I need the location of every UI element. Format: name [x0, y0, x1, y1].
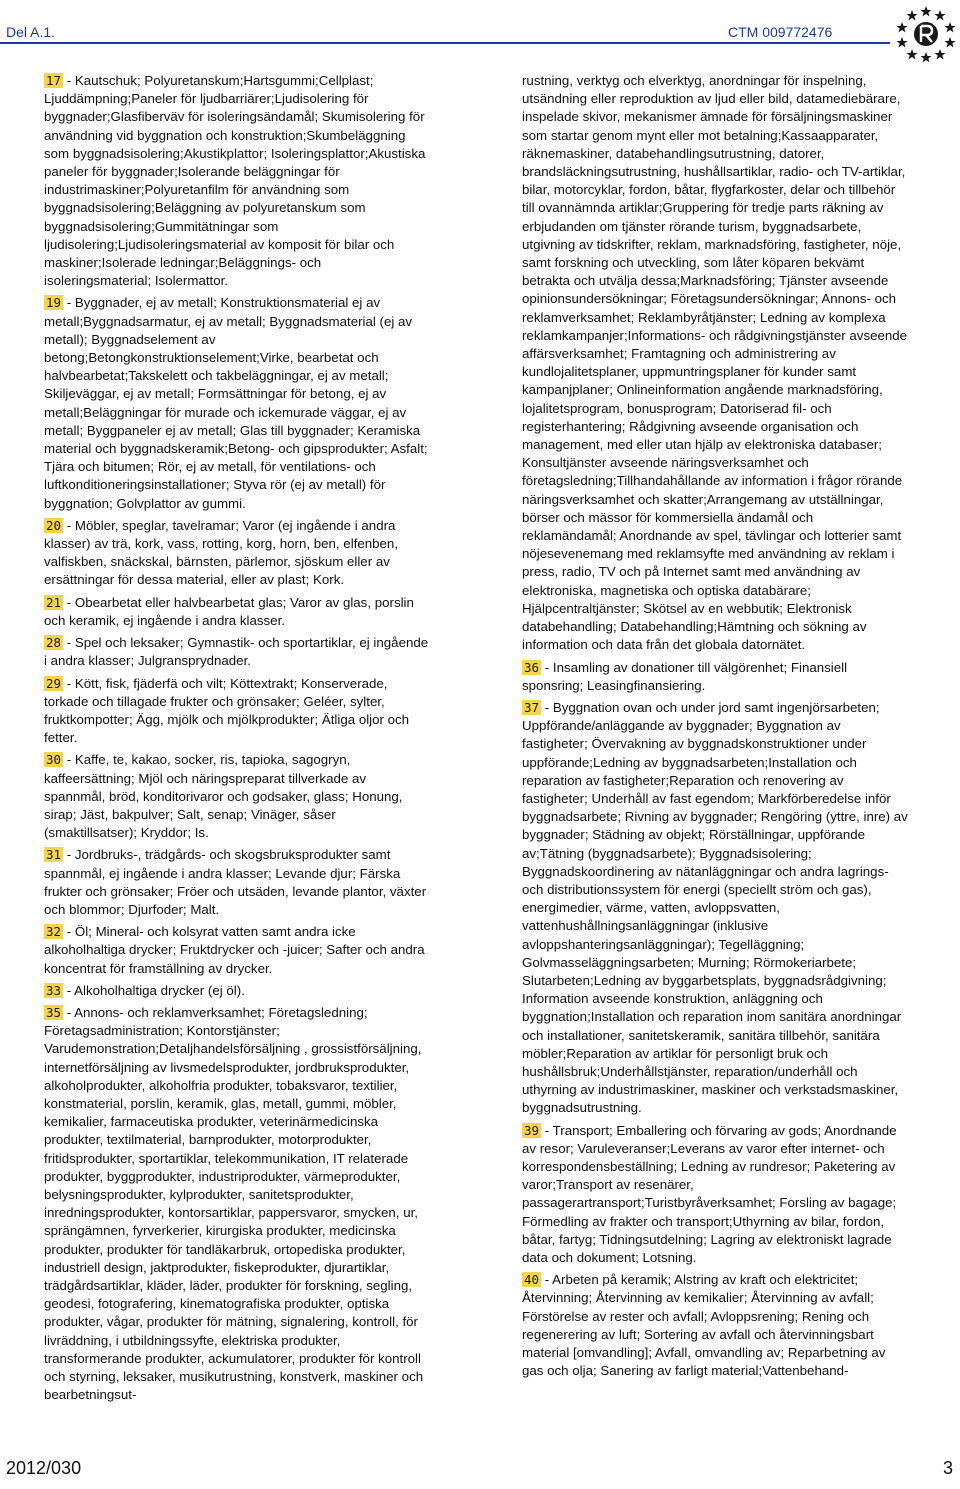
class-description: - Transport; Emballering och förvaring av gods; Anordnande av resor; Varuleveranser;Leverans av varor efter internet- och korrespondensbeställning; Ledning av rundresor; Paketering av varor;Transport av resenärer, passagerartransport;Turistbyråverksamhet; Forsling av bagage; Förmedling av frakter och transport;Uthyrning av bilar, fordon, båtar, fartyg; Tidningsutdelning; Lagring av elektroniskt lagrade data och dokument; Lotsning.	[522, 1122, 897, 1265]
class-number-badge: 35	[46, 1004, 62, 1020]
class-entry	[522, 1271, 908, 1380]
document-id: CTM 009772476	[728, 24, 833, 40]
issue-number: 2012/030	[6, 1458, 82, 1478]
class-description: - Annons- och reklamverksamhet; Företagsledning; Företagsadministration; Kontorstjänster; Varudemonstration;Detaljhandelsförsäljning , grossistförsäljning, internetförsäljning av livsmedelsprodukter, jordbruksprodukter, alkoholprodukter, alkoholfria produkter, tobaksvaror, textilier, konstmaterial, porslin, keramik, glas, metall, gummi, möbler, kemikalier, farmaceutiska produkter, veterinärmedicinska produkter, textilmaterial, barnprodukter, motorprodukter, fritidsprodukter, sportartiklar, telekommunikation, IT relaterade produkter, byggprodukter, industriprodukter, värmeprodukter, belysningsprodukter, kylprodukter, sanitetsprodukter, inredningsprodukter, kontorsartiklar, pappersvaror, smycken, ur, sprängämnen, fyrverkerier, kirurgiska produkter, medicinska produkter, produkter för tandläkarbruk, ortopediska produkter, industriell design, jaktprodukter, fiskeprodukter, djurartiklar, trädgårdsartiklar, kläder, läder, produkter för forskning, segling, geodesi, fotografering, kinematografiska produkter, optiska produkter, vågar, produkter för mätning, signalering, kontroll, för livräddning, i utbildningssyfte, elektriska produkter, transformerande produkter, ackumulatorer, produkter för kontroll och styrning, leksaker, musikutrustning, konstverk, maskiner och bearbetningsut-	[44, 1004, 424, 1403]
class-description: - Spel och leksaker; Gymnastik- och sportartiklar, ej ingående i andra klasser; Julgransprydnader.	[44, 635, 429, 669]
class-entry	[44, 517, 431, 590]
class-number-badge: 17	[46, 73, 62, 88]
class-number-badge: 36	[524, 659, 540, 675]
class-description: - Kaffe, te, kakao, socker, ris, tapioka, sagogryn, kaffeersättning; Mjöl och näringspreparat tillverkade av spannmål, bröd, konditorivaror och godsaker, glass; Honung, sirap; Jäst, bakpulver; Salt, senap; Vinäger, såser (smaktillsatser); Kryddor; Is.	[44, 752, 403, 841]
class-description: - Arbeten på keramik; Alstring av kraft och elektricitet; Återvinning; Återvinning av kemikalier; Återvinning av avfall; Förstörelse av rester och avfall; Avloppsrening; Rening och regenerering av luft; Sortering av avfall och återvinningsbart material [omvandling]; Avfall, omvandling av; Reparbetning av gas och olja; Sanering av farligt material;Vattenbehand-	[522, 1272, 886, 1379]
section-label: Del A.1.	[6, 24, 56, 40]
header-divider	[0, 42, 890, 44]
class-entry	[44, 982, 431, 1000]
class-description: - Kött, fisk, fjäderfä och vilt; Köttextrakt; Konserverade, torkade och tillagade frukter och grönsaker; Geléer, sylter, fruktkompotter; Ägg, mjölk och mjölkprodukter; Ätliga oljor och fetter.	[44, 675, 410, 746]
eu-stars-r-logo-icon	[893, 4, 959, 64]
class-description: rustning, verktyg och elverktyg, anordningar för inspelning, utsändning eller reproduktion av ljud eller bild, datamediebärare, inspelade skivor, mekanismer ämnade för försäljningsmaskiner som startar genom mynt eller mot betalning;Kassaapparater, räknemaskiner, databehandlingsutrustning, datorer, brandsläckningsutrustning, hushållsartiklar, radio- och TV-artiklar, bilar, motorcyklar, fordon, båtar, flygfarkoster, delar och tillbehör till ovannämnda artiklar;Gruppering för tredje parts räkning av erbjudanden om tjänster rörande turism, byggnadsarbete, utgivning av tidskrifter, reklam, marknadsföring, fastigheter, nöje, samt forskning och utveckling, som låter köparen bekvämt betrakta och utvälja dessa;Marknadsföring; Tjänster avseende opinionsundersökningar; Företagsundersökningar; Annons- och reklamverksamhet; Reklambyråtjänster; Ledning av komplexa reklamkampanjer;Informations- och rådgivningstjänster avseende affärsverksamhet; Framtagning och administrering av kundlojalitetsplaner, uppmuntringsplaner för kunder samt kampanjplaner; Onlineinformation angående marknadsföring, lojalitetsprogram, bonusprogram; Datoriserad fil- och registerhantering; Rådgivning avseende organisation och management, med eller utan hjälp av elektroniska databaser; Konsultjänster avseende näringsverksamhet och företagsledning;Tillhandahållande av information i frågor rörande näringsverksamhet och skatter;Arrangemang av utställningar, börser och mässor för kommersiella ändamål och reklamändamål; Anordnande av spel, tävlingar och lotterier samt nöjesevenemang med reklamsyfte med användning av reklam i press, radio, TV och på Internet samt med användning av elektroniska, magnetiska och optiska databärare; Hjälpcentraltjänster; Skötsel av en webbutik; Elektronisk databehandling; Databehandling;Hämtning och sökning av information och data från det globala datornätet.	[522, 73, 908, 653]
class-number-badge: 31	[46, 847, 62, 863]
class-entry	[522, 1122, 908, 1268]
class-entry	[44, 72, 431, 290]
left-column	[44, 72, 431, 1408]
class-number-badge: 33	[46, 982, 62, 998]
class-entry	[44, 751, 431, 842]
class-description: - Obearbetat eller halvbearbetat glas; Varor av glas, porslin och keramik, ej ingående i andra klasser.	[44, 594, 414, 628]
class-entry	[44, 294, 431, 512]
class-number-badge: 30	[46, 752, 62, 768]
class-number-badge: 20	[46, 517, 62, 533]
class-description: - Jordbruks-, trädgårds- och skogsbruksprodukter samt spannmål, ej ingående i andra klasser; Levande djur; Färska frukter och grönsaker; Fröer och utsäden, levande plantor, växter och blommor; Djurfoder; Malt.	[44, 847, 427, 917]
class-entry	[44, 846, 431, 919]
class-description: - Byggnader, ej av metall; Konstruktionsmaterial ej av metall;Byggnadsarmatur, ej av metall; Byggnadsmaterial (ej av metall); Byggnadselement av betong;Betongkonstruktionselement;Virke, bearbetat och halvbearbetat;Takskelett och takbeläggningar, ej av metall; Skiljeväggar, ej av metall; Formsättningar för betong, ej av metall;Beläggningar för murade och ickemurade väggar, ej av metall; Byggpaneler ej av metall; Glas till byggnader; Keramiska material och byggnadskeramik;Betong- och gipsprodukter; Asfalt; Tjära och bitumen; Rör, ej av metall, för ventilations- och luftkonditioneringsinstallationer; Styva rör (ej av metall) för byggnation; Golvplattor av gummi.	[44, 295, 428, 511]
class-entry	[522, 699, 908, 1118]
page-number: 3	[943, 1458, 954, 1478]
class-number-badge: 40	[524, 1272, 540, 1288]
class-number-badge: 29	[46, 675, 62, 691]
class-description: - Kautschuk; Polyuretanskum;Hartsgummi;Cellplast; Ljuddämpning;Paneler för ljudbarriärer;Ljudisolering för byggnader;Glasfiberväv för isoleringsändamål; Skumisolering för användning vid byggnation och konstruktion;Skumbeläggning som byggnadsisolering;Akustikplattor; Isoleringsplattor;Akustiska paneler för byggnader;Isolerande beläggningar för industrimaskiner;Polyuretanfilm för användning som byggnadsisolering;Beläggning av polyuretanskum som byggnadsisolering;Gummitätningar som ljudisolering;Ljudisoleringsmaterial av komposit för bilar och maskiner;Isolerade ledningar;Beläggnings- och isoleringsmaterial; Isolermattor.	[44, 73, 426, 289]
class-entry	[44, 634, 431, 670]
class-entry	[44, 923, 431, 978]
class-description: - Öl; Mineral- och kolsyrat vatten samt andra icke alkoholhaltiga drycker; Fruktdrycker och -juicer; Safter och andra koncentrat för framställning av drycker.	[44, 924, 425, 976]
class-number-badge: 32	[46, 924, 62, 940]
class-entry	[44, 675, 431, 748]
class-entry	[44, 594, 431, 630]
class-entry	[44, 1004, 431, 1404]
right-column	[522, 72, 908, 1384]
class-number-badge: 37	[524, 699, 540, 715]
class-description: - Alkoholhaltiga drycker (ej öl).	[63, 982, 245, 998]
class-description: - Möbler, speglar, tavelramar; Varor (ej ingående i andra klasser) av trä, kork, vass, rotting, korg, horn, ben, elfenben, valfiskben, snäckskal, bärnsten, pärlemor, sjöskum eller av ersättningar för dessa material, eller av plast; Kork.	[44, 517, 399, 588]
class-number-badge: 39	[524, 1122, 540, 1138]
class-number-badge: 21	[46, 594, 62, 610]
class-description: - Insamling av donationer till välgörenhet; Finansiell sponsring; Leasingfinansiering.	[522, 659, 848, 693]
class-entry	[522, 659, 908, 695]
class-description: - Byggnation ovan och under jord samt ingenjörsarbeten; Uppförande/anläggande av byggnader; Byggnation av fastigheter; Övervakning av byggnadskonstruktioner under uppförande;Ledning av byggnadsarbeten;Installation och reparation av fastigheter;Reparation och renovering av fastigheter; Underhåll av fast egendom; Markförberedelse inför byggnadsarbete; Rivning av byggnader; Rengöring (yttre, inre) av byggnader; Städning av objekt; Rörställningar, uppförande av;Tätning (byggnadsarbete); Byggnadsisolering; Byggnadskoordinering av nätanläggningar och andra lagrings- och distributionssystem för energi (speciellt ström och gas), energimedier, värme, vatten, avloppsvatten, vattenhushållningsanläggningar (inklusive avloppshanteringsanläggningar); Tegelläggning; Golvmasseläggningsarbeten; Murning; Rörmokeriarbete; Slutarbeten;Ledning av byggarbetsplats, byggnadsrådgivning; Information avseende konstruktion, anläggning och byggnation;Installation och reparation inom sanitära anordningar och installationer, sanitetskeramik, sanitära tillbehör, sanitära möbler;Reparation av artiklar för personligt bruk och hushållsbruk;Underhållstjänster, reparation/underhåll och uthyrning av industrimaskiner, maskiner och verkstadsmaskiner, byggnadsutrustning.	[522, 699, 908, 1116]
class-number-badge: 19	[46, 295, 62, 311]
class-number-badge: 28	[46, 635, 62, 651]
class-entry	[522, 72, 908, 655]
